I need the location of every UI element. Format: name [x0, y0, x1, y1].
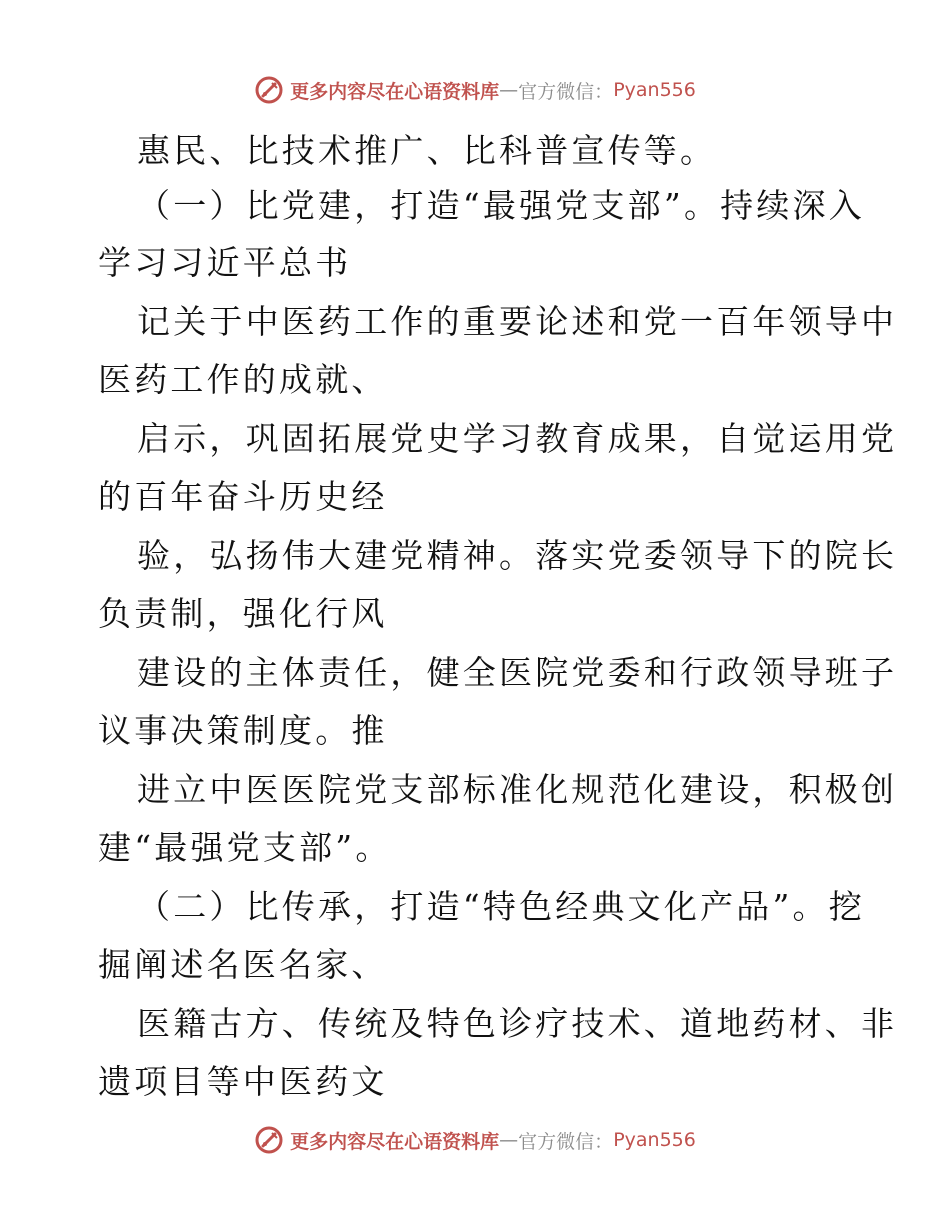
watermark-wechat-label: 官方微信： [518, 1130, 614, 1153]
footer-watermark [0, 1120, 950, 1160]
header-watermark [0, 70, 950, 110]
watermark-main-text: 更多内容尽在心语资料库 [290, 1130, 500, 1153]
body-line: 议事决策制度。推 [98, 711, 388, 750]
body-line: 启示，巩固拓展党史学习教育成果，自觉运用党 [137, 419, 898, 458]
watermark-wechat-id: Pyan556 [613, 79, 696, 101]
body-line: 负责制，强化行风 [98, 594, 388, 633]
body-line: 遗项目等中医药文 [98, 1062, 388, 1101]
seal-logo-icon [254, 1125, 284, 1155]
watermark-dash: — [499, 1129, 519, 1151]
watermark-main-text: 更多内容尽在心语资料库 [290, 80, 500, 103]
seal-logo-icon [254, 75, 284, 105]
body-line: （一）比党建，打造“最强党支部”。持续深入 [137, 186, 865, 225]
body-line: 的百年奋斗历史经 [98, 477, 388, 516]
watermark-wechat-id: Pyan556 [613, 1129, 696, 1151]
watermark-wechat-label: 官方微信： [518, 80, 614, 103]
body-line: 惠民、比技术推广、比科普宣传等。 [137, 131, 717, 170]
body-line: 建设的主体责任，健全医院党委和行政领导班子 [137, 653, 898, 692]
body-line: 建“最强党支部”。 [98, 828, 392, 867]
watermark-dash: — [499, 79, 519, 101]
body-line: 医药工作的成就、 [98, 360, 388, 399]
body-line: 掘阐述名医名家、 [98, 945, 388, 984]
body-line: 验，弘扬伟大建党精神。落实党委领导下的院长 [137, 536, 898, 575]
body-line: 医籍古方、传统及特色诊疗技术、道地药材、非 [137, 1004, 898, 1043]
body-line: 记关于中医药工作的重要论述和党一百年领导中 [137, 302, 898, 341]
body-line: （二）比传承，打造“特色经典文化产品”。挖 [137, 887, 865, 926]
body-line: 进立中医医院党支部标准化规范化建设，积极创 [137, 770, 898, 809]
body-line: 学习习近平总书 [98, 243, 352, 282]
